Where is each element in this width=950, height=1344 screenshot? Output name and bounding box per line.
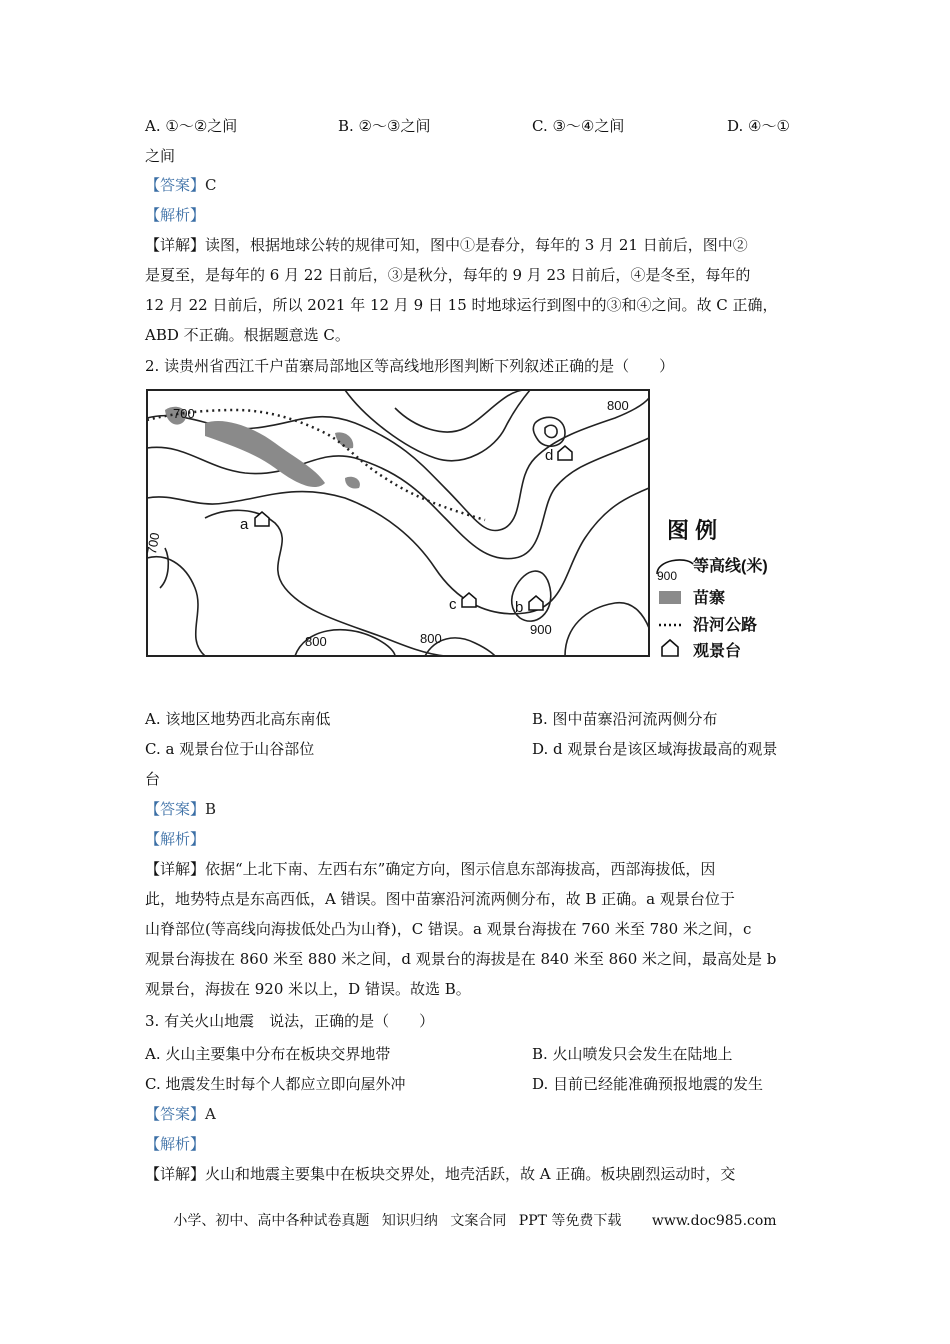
legend-item: 观景台 <box>693 643 742 660</box>
answer-value: C <box>205 176 217 194</box>
legend-item: 等高线(米) <box>693 558 768 575</box>
q3-option-c: C. 地震发生时每个人都应立即向屋外冲 <box>145 1075 406 1093</box>
q2-option-c: C. a 观景台位于山谷部位 <box>145 740 315 758</box>
q2-detail-line: 此，地势特点是东高西低，A 错误。图中苗寨沿河流两侧分布，故 B 正确。a 观景台位于 <box>145 890 735 908</box>
viewpoint-label: b <box>515 599 524 616</box>
answer-value: A <box>205 1105 216 1123</box>
contour-map-figure <box>145 388 805 668</box>
footer-item: PPT 等免费下载 <box>518 1213 622 1229</box>
q2-detail-line: 山脊部位(等高线向海拔低处凸为山脊)，C 错误。a 观景台海拔在 760 米至 780 米之间，c <box>145 920 752 938</box>
q1-option-d-continued: 之间 <box>145 147 176 165</box>
footer-item: 文案合同 <box>450 1213 507 1229</box>
q2-option-a: A. 该地区地势西北高东南低 <box>145 710 331 728</box>
legend-title: 图 例 <box>667 518 718 543</box>
contour-label: 700 <box>145 531 163 556</box>
legend-item: 苗寨 <box>693 590 726 607</box>
q2-option-d: D. d 观景台是该区域海拔最高的观景 <box>532 740 778 758</box>
q3-stem: 3. 有关火山地震 说法，正确的是（ ） <box>145 1012 435 1030</box>
q1-answer <box>145 170 805 200</box>
legend-contour-value: 900 <box>657 569 678 583</box>
contour-label: 700 <box>173 406 195 421</box>
q1-option-b: B. ②～③之间 <box>338 117 431 135</box>
q2-option-c-continued: 台 <box>145 770 161 788</box>
page-footer <box>0 1210 950 1230</box>
contour-label: 800 <box>607 398 629 413</box>
contour-map <box>145 388 805 668</box>
q3-option-a: A. 火山主要集中分布在板块交界地带 <box>145 1045 391 1063</box>
viewpoint-label: d <box>545 447 554 464</box>
q3-answer <box>145 1099 805 1129</box>
village-legend-icon <box>659 591 681 604</box>
q2-stem: 2. 读贵州省西江千户苗寨局部地区等高线地形图判断下列叙述正确的是（ ） <box>145 357 675 375</box>
legend-item: 沿河公路 <box>693 617 758 634</box>
q3-option-b: B. 火山喷发只会发生在陆地上 <box>532 1045 733 1063</box>
detail-tag: 【详解】 <box>145 1165 206 1183</box>
q1-detail-line: 是夏至，是每年的 6 月 22 日前后，③是秋分，每年的 9 月 23 日前后，④是冬至，每年的 <box>145 266 751 284</box>
q2-answer <box>145 794 805 824</box>
q1-option-a: A. ①～②之间 <box>145 117 238 135</box>
q2-detail-line: 观景台海拔在 860 米至 880 米之间，d 观景台的海拔是在 840 米至 860 米之间，最高处是 b <box>145 950 777 968</box>
q2-detail-line: 观景台，海拔在 920 米以上，D 错误。故选 B。 <box>145 980 471 998</box>
q1-option-d: D. ④～① <box>727 117 790 135</box>
answer-tag: 【答案】 <box>145 1105 206 1123</box>
q1-detail-line: 【详解】读图，根据地球公转的规律可知，图中①是春分，每年的 3 月 21 日前后，图中② <box>145 236 748 254</box>
q2-analysis-tag: 【解析】 <box>145 830 206 848</box>
footer-url[interactable]: www.doc985.com <box>651 1213 777 1229</box>
q1-detail-line: ABD 不正确。根据题意选 C。 <box>145 326 350 344</box>
contour-label: 900 <box>530 622 552 637</box>
answer-value: B <box>205 800 217 818</box>
q3-analysis-tag: 【解析】 <box>145 1135 206 1153</box>
viewpoint-label: c <box>449 596 457 613</box>
q3-option-d: D. 目前已经能准确预报地震的发生 <box>532 1075 764 1093</box>
viewpoint-label: a <box>240 516 249 533</box>
viewpoint-legend-icon <box>662 640 678 656</box>
footer-item: 知识归纳 <box>381 1213 438 1229</box>
q1-analysis-tag: 【解析】 <box>145 206 206 224</box>
contour-label: 800 <box>305 634 327 649</box>
detail-tag: 【详解】 <box>145 236 206 254</box>
q3-detail-line: 【详解】火山和地震主要集中在板块交界处，地壳活跃，故 A 正确。板块剧烈运动时，交 <box>145 1165 736 1183</box>
answer-tag: 【答案】 <box>145 800 206 818</box>
footer-item: 小学、初中、高中各种试卷真题 <box>173 1213 370 1229</box>
q1-option-c: C. ③～④之间 <box>532 117 625 135</box>
contour-label: 800 <box>420 631 442 646</box>
q1-detail-line: 12 月 22 日前后，所以 2021 年 12 月 9 日 15 时地球运行到图中的③和④之间。故 C 正确， <box>145 296 778 314</box>
answer-tag: 【答案】 <box>145 176 206 194</box>
q2-detail-line: 【详解】依据“上北下南、左西右东”确定方向，图示信息东部海拔高，西部海拔低，因 <box>145 860 716 878</box>
q2-option-b: B. 图中苗寨沿河流两侧分布 <box>532 710 718 728</box>
map-legend <box>657 518 768 660</box>
detail-tag: 【详解】 <box>145 860 206 878</box>
